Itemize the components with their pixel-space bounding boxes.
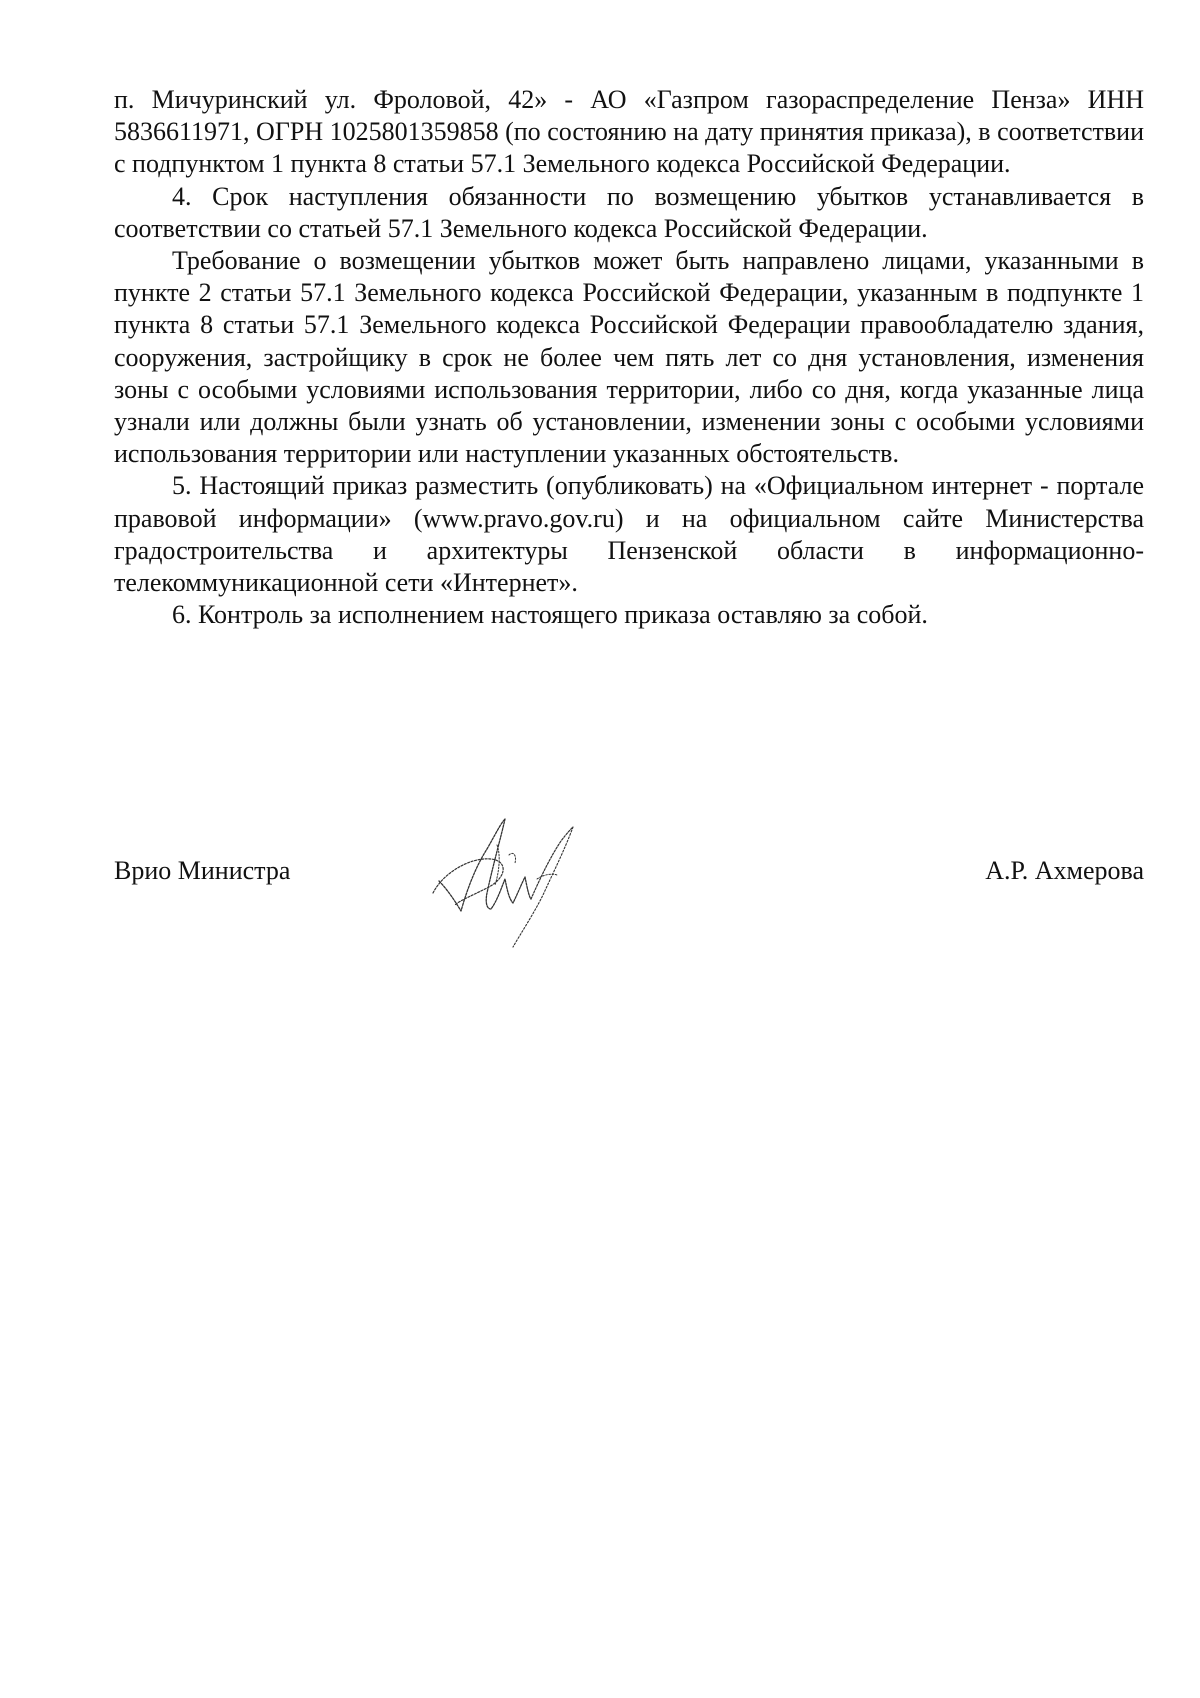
paragraph-damages-claim: Требование о возмещении убытков может быть направлено лицами, указанными в пункте 2 статьи 57.1 Земельного кодекса Российской Федерации, указанным в подпункте 1 пункта 8 статьи 57.1 Земельного кодекса Российской Федерации правообладателю здания, сооружения, застройщику в срок не более чем пять лет со дня установления, изменения зоны с особыми условиями использования территории, либо со дня, когда указанные лица узнали или должны были узнать об установлении, изменении зоны с особыми условиями использования территории или наступлении указанных обстоятельств. bbox=[114, 246, 1144, 469]
signatory-name: А.Р. Ахмерова bbox=[985, 856, 1144, 885]
paragraph-continuation: п. Мичуринский ул. Фроловой, 42» - АО «Газпром газораспределение Пенза» ИНН 5836611971, ОГРН 1025801359858 (по состоянию на дату принятия приказа), в соответствии с подпунктом 1 пункта 8 статьи 57.1 Земельного кодекса Российской Федерации. bbox=[114, 85, 1144, 179]
signatory-position: Врио Министра bbox=[114, 856, 291, 885]
signature-block bbox=[114, 855, 1144, 895]
paragraph-item-4: 4. Срок наступления обязанности по возмещению убытков устанавливается в соответствии со статьей 57.1 Земельного кодекса Российской Федерации. bbox=[114, 181, 1144, 243]
paragraph-item-5: 5. Настоящий приказ разместить (опубликовать) на «Официальном интернет - портале правовой информации» (www.pravo.gov.ru) и на официальном сайте Министерства градостроительства и архитектуры Пензенской области в информационно-телекоммуникационной сети «Интернет». bbox=[114, 471, 1144, 598]
document-body bbox=[114, 84, 1144, 631]
paragraph-item-6: 6. Контроль за исполнением настоящего приказа оставляю за собой. bbox=[172, 600, 928, 630]
